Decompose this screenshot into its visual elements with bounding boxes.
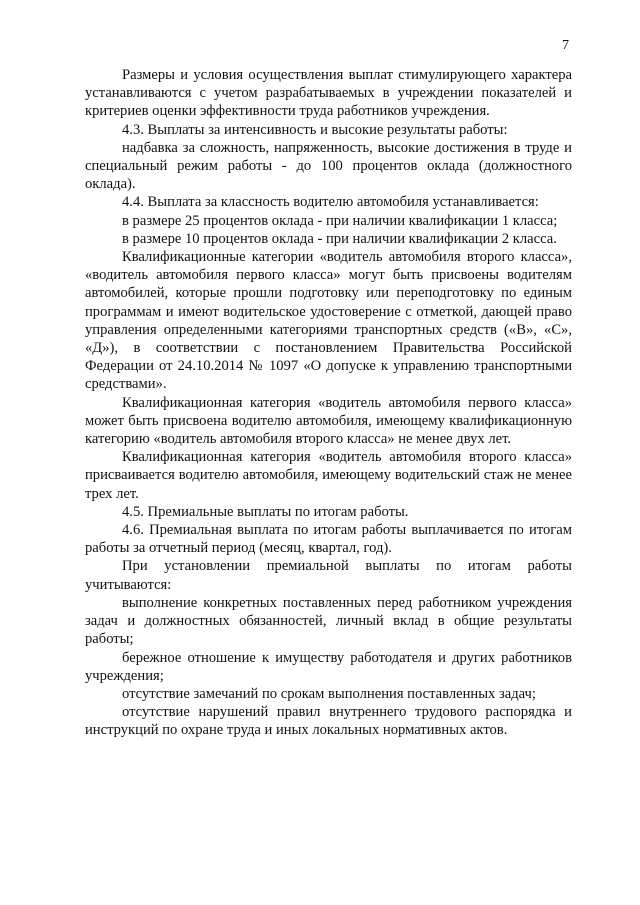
paragraph-complexity-allowance: надбавка за сложность, напряженность, высокие достижения в труде и специальный режим работы - до 100 процентов оклада (должностного оклада). (85, 139, 572, 193)
paragraph-criterion-deadlines: отсутствие замечаний по срокам выполнения поставленных задач; (122, 685, 536, 702)
paragraph-second-class-category: Квалификационная категория «водитель автомобиля второго класса» присваивается водителю автомобиля, имеющему водительский стаж не менее трех лет. (85, 449, 572, 502)
paragraph-criterion-property: бережное отношение к имуществу работодателя и других работников учреждения; (85, 649, 572, 684)
paragraph-4-6-premium: 4.6. Премиальная выплата по итогам работы выплачивается по итогам работы за отчетный период (месяц, квартал, год). (85, 522, 572, 557)
paragraph-bonus-conditions: Размеры и условия осуществления выплат стимулирующего характера устанавливаются с учетом разрабатываемых в учреждении показателей и критериев оценки эффективности труда работников учреждения. (85, 67, 572, 120)
paragraph-first-class-category: Квалификационная категория «водитель автомобиля первого класса» может быть присвоена водителю автомобиля, имеющему квалификационную категорию «водитель автомобиля второго класса» не менее двух лет. (85, 394, 572, 448)
paragraph-criterion-discipline: отсутствие нарушений правил внутреннего трудового распорядка и инструкций по охране труда и иных локальных нормативных актов. (85, 704, 572, 739)
paragraph-class-1-rate: в размере 25 процентов оклада - при наличии квалификации 1 класса; (122, 212, 558, 229)
paragraph-4-4-heading: 4.4. Выплата за классность водителю автомобиля устанавливается: (122, 194, 539, 211)
paragraph-premium-criteria-intro: При установлении премиальной выплаты по итогам работы учитываются: (85, 558, 572, 593)
paragraph-4-5-heading: 4.5. Премиальные выплаты по итогам работы. (122, 503, 409, 520)
paragraph-4-3-heading: 4.3. Выплаты за интенсивность и высокие результаты работы: (122, 121, 508, 138)
paragraph-class-2-rate: в размере 10 процентов оклада - при наличии квалификации 2 класса. (122, 230, 557, 247)
paragraph-qualification-categories: Квалификационные категории «водитель автомобиля второго класса», «водитель автомобиля первого класса» могут быть присвоены водителям автомобилей, которые прошли подготовку или переподготовку по единым программам и имеют водительское удостоверение с отметкой, дающей право управления определенными категориями транспортных средств («В», «С», «Д»), в соответствии с постановлением Правительства Российской Федерации от 24.10.2014 № 1097 «О допуске к управлению транспортными средствами». (85, 249, 572, 393)
document-body (85, 66, 572, 740)
paragraph-criterion-tasks: выполнение конкретных поставленных перед работником учреждения задач и должностных обязанностей, личный вклад в общие результаты работы; (85, 594, 572, 648)
page-number: 7 (562, 38, 569, 53)
